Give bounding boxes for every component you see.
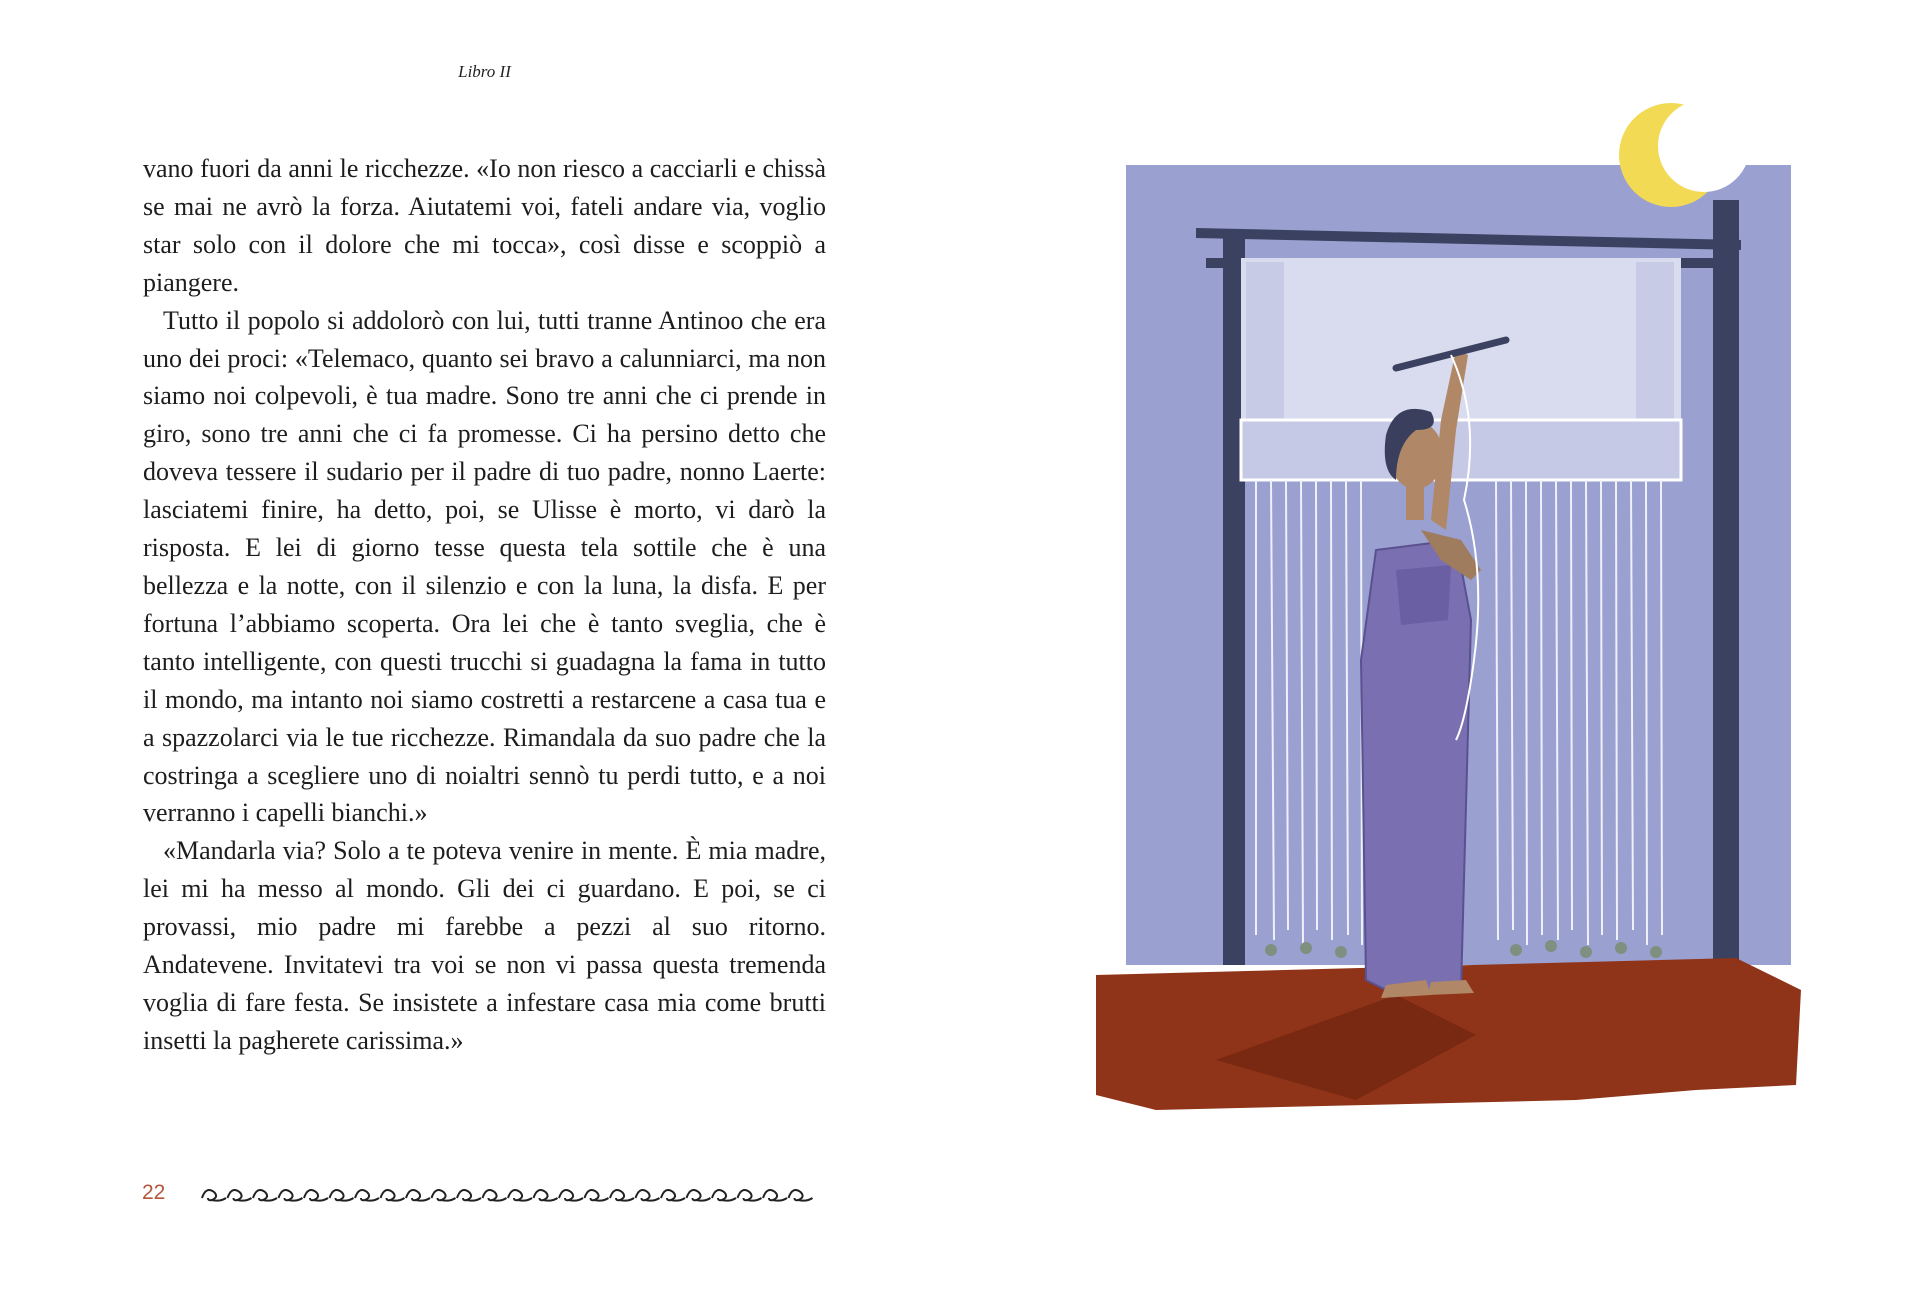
body-text [143,150,826,1060]
penelope-loom-illustration [1096,100,1816,1120]
paragraph-2: Tutto il popolo si addolorò con lui, tutti tranne Antinoo che era uno dei proci: «Telemaco, quanto sei bravo a calunniarci, ma non siamo noi colpevoli, è tua madre. Sono tre anni che ci prende in giro, sono tre anni che ci fa promesse. Ci ha persino detto che doveva tessere il sudario per il padre di tuo padre, nonno Laerte: lasciatemi finire, ha detto, poi, se Ulisse è morto, vi darò la risposta. E lei di giorno tesse questa tela sottile che è una bellezza e la notte, con il silenzio e con la luna, la disfa. E per fortuna l’abbiamo scoperta. Ora lei che è tanto sveglia, che è tanto intelligente, con questi trucchi si guadagna la fama in tutto il mondo, ma intanto noi siamo costretti a restarcene a casa tua e a spazzolarci via le tue ricchezze. Rimandala da suo padre che la costringa a scegliere uno di noialtri sennò tu perdi tutto, e a noi verranno i capelli bianchi.» [143,305,826,828]
cloth-band [1241,420,1681,480]
wave-ornament-path [202,1190,813,1201]
loom-right-post [1713,200,1739,965]
paragraph-3: «Mandarla via? Solo a te poteva venire in mente. È mia madre, lei mi ha messo al mondo. Gli dei ci guardano. E poi, se ci provassi, mio padre mi farebbe a pezzi al suo ritorno. Andatevene. Invitatevi tra voi se non vi passa questa tremenda voglia di fare festa. Se insistete a infestare casa mia come brutti insetti la pagherete carissima.» [143,836,826,1055]
wave-ornament [196,1180,826,1206]
running-head: Libro II [458,62,511,81]
paragraph-1: vano fuori da anni le ricchezze. «Io non riesco a cacciarli e chissà se mai ne avrò la forza. Aiutatemi voi, fateli andare via, voglio star solo con il dolore che mi tocca», così disse e scoppiò a piangere. [143,154,826,297]
page-number: 22 [142,1181,166,1204]
